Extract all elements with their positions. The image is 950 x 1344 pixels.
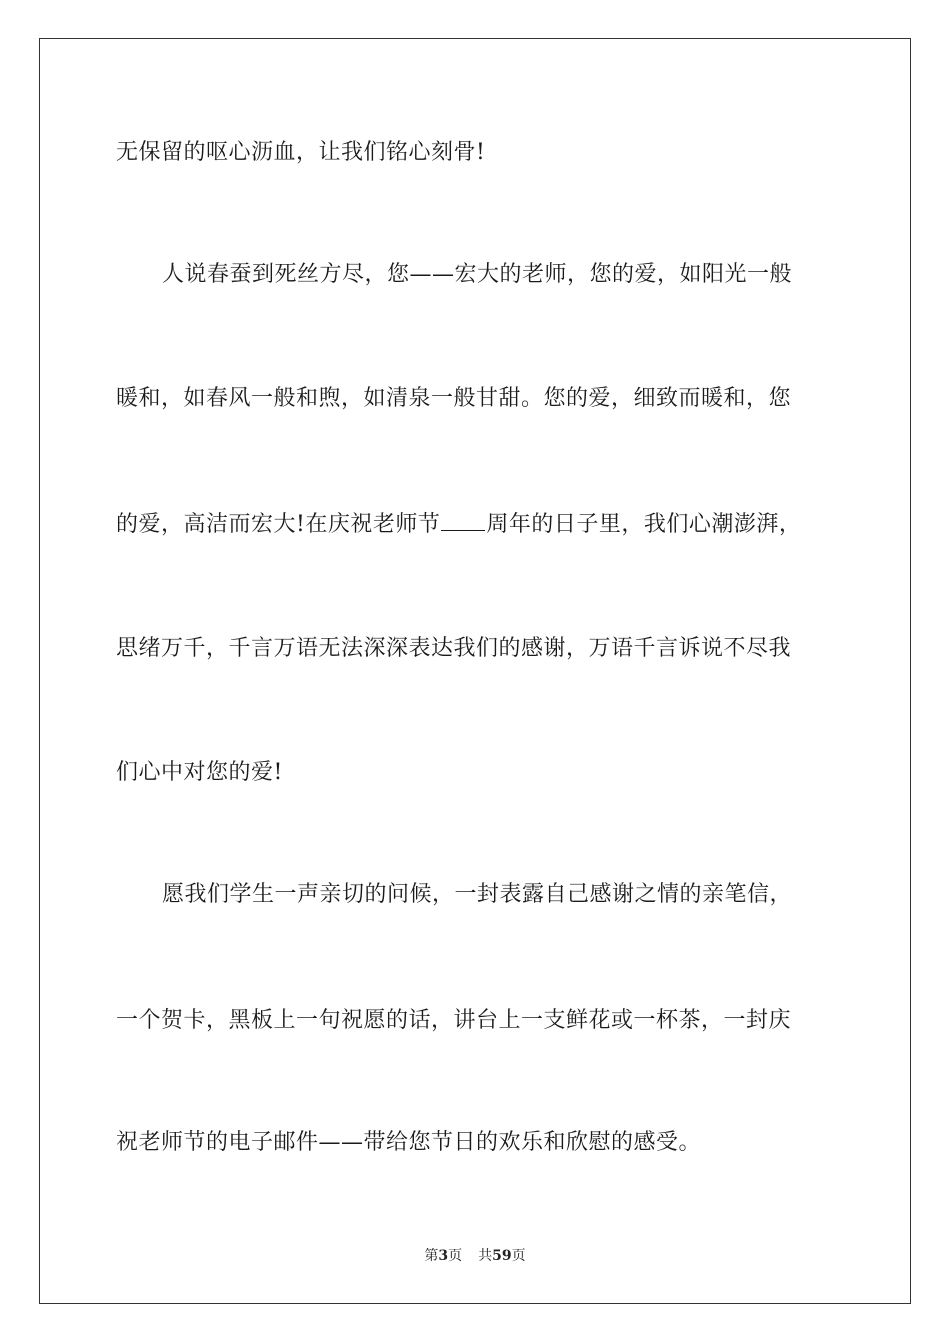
page-suffix: 页 bbox=[448, 1248, 463, 1264]
text-line-9: 祝老师节的电子邮件——带给您节日的欢乐和欣慰的感受。 bbox=[116, 1130, 702, 1155]
text-line-4 bbox=[116, 510, 836, 540]
text-line-7: 愿我们学生一声亲切的问候，一封表露自己感谢之情的亲笔信， bbox=[162, 882, 793, 907]
text-line-1: 无保留的呕心沥血，让我们铭心刻骨! bbox=[116, 140, 486, 165]
page-frame bbox=[39, 38, 911, 1304]
text-line-6: 们心中对您的爱! bbox=[116, 760, 283, 785]
page-footer bbox=[0, 1246, 950, 1266]
total-suffix: 页 bbox=[511, 1248, 526, 1264]
total-prefix: 共 bbox=[478, 1248, 493, 1264]
page-number: 3 bbox=[438, 1248, 449, 1264]
text-line-4-part-b: 周年的日子里，我们心潮澎湃， bbox=[486, 512, 802, 537]
text-line-2: 人说春蚕到死丝方尽，您——宏大的老师，您的爱，如阳光一般 bbox=[162, 262, 793, 287]
text-line-8: 一个贺卡，黑板上一句祝愿的话，讲台上一支鲜花或一杯茶，一封庆 bbox=[116, 1008, 792, 1033]
page-prefix: 第 bbox=[424, 1248, 439, 1264]
fill-in-blank bbox=[441, 510, 485, 531]
total-pages: 59 bbox=[492, 1248, 512, 1264]
text-line-4-part-a: 的爱，高洁而宏大!在庆祝老师节 bbox=[116, 512, 441, 537]
text-line-3: 暖和，如春风一般和煦，如清泉一般甘甜。您的爱，细致而暖和，您 bbox=[116, 386, 792, 411]
text-line-5: 思绪万千，千言万语无法深深表达我们的感谢，万语千言诉说不尽我 bbox=[116, 636, 792, 661]
